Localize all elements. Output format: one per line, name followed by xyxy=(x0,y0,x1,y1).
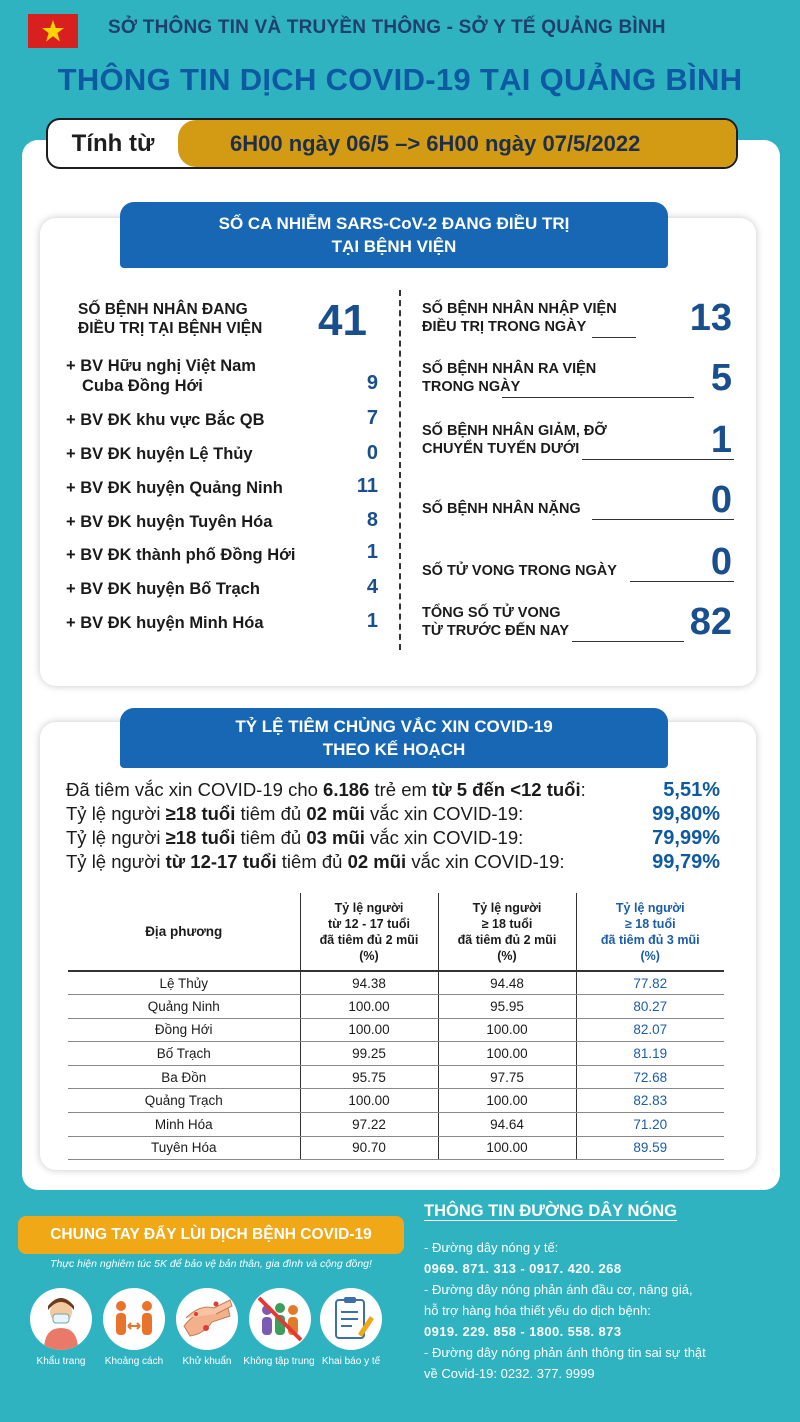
locality-cell: Đồng Hới xyxy=(68,1018,300,1042)
stat-discharged xyxy=(422,358,734,398)
header-line: Tỷ lệ người xyxy=(472,900,542,915)
icon-caption: Khẩu trang xyxy=(36,1356,86,1367)
vaccine-line xyxy=(66,827,726,849)
hospital-name: + BV ĐK thành phố Đồng Hới xyxy=(66,546,296,564)
header-line: đã tiêm đủ 2 mũi xyxy=(319,932,419,947)
locality-cell: Ba Đồn xyxy=(68,1065,300,1089)
locality-cell: Bố Trạch xyxy=(68,1042,300,1066)
stat-label: SỐ TỬ VONG TRONG NGÀY xyxy=(422,563,617,579)
stat-value: 0 xyxy=(710,479,732,521)
heading-line: TẠI BỆNH VIỆN xyxy=(331,237,457,256)
stat-value: 82 xyxy=(689,601,732,643)
percentage-cell: 95.75 xyxy=(300,1065,438,1089)
percentage-cell: 71.20 xyxy=(576,1113,724,1137)
text: Đã tiêm vắc xin COVID-19 cho xyxy=(66,779,324,800)
percentage-cell: 90.70 xyxy=(300,1136,438,1160)
hospital-count: 1 xyxy=(366,541,378,563)
underline xyxy=(592,337,636,338)
percentage-cell: 100.00 xyxy=(438,1136,576,1160)
underline xyxy=(572,641,684,642)
stat-label: SỐ BỆNH NHÂN NHẬP VIỆN xyxy=(422,301,617,317)
hospital-row xyxy=(66,407,386,432)
hospital-row xyxy=(66,356,386,396)
stat-label: SỐ BỆNH NHÂN GIẢM, ĐỠ xyxy=(422,423,607,439)
percentage-cell: 100.00 xyxy=(300,1018,438,1042)
percentage-cell: 100.00 xyxy=(438,1042,576,1066)
emphasis: từ 5 đến <12 tuổi xyxy=(432,779,581,800)
percentage-cell: 94.48 xyxy=(438,971,576,995)
vaccine-line xyxy=(66,851,726,873)
percentage-cell: 94.64 xyxy=(438,1113,576,1137)
text: : xyxy=(580,779,586,800)
hotline-text: về Covid-19: 0232. 377. 9999 xyxy=(424,1366,595,1381)
stat-label: SỐ BỆNH NHÂN RA VIỆN xyxy=(422,361,597,377)
percentage-cell: 100.00 xyxy=(438,1018,576,1042)
header-line: (%) xyxy=(497,948,517,963)
hospital-count: 7 xyxy=(366,407,378,429)
hotline-text: hỗ trợ hàng hóa thiết yếu do dịch bệnh: xyxy=(424,1303,651,1318)
hospital-row xyxy=(66,509,386,534)
column-header xyxy=(438,893,576,971)
hotline-text: - Đường dây nóng phản ánh thông tin sai sự thật xyxy=(424,1345,706,1360)
hotline-text: - Đường dây nóng y tế: xyxy=(424,1240,559,1255)
percentage-cell: 72.68 xyxy=(576,1065,724,1089)
hospital-row xyxy=(66,541,386,567)
header-line: Tỷ lệ người xyxy=(615,900,685,915)
total-patients-label xyxy=(78,300,298,338)
text: tiêm đủ xyxy=(276,851,348,872)
table-row xyxy=(68,1113,724,1137)
hotline-text: - Đường dây nóng phản ánh đầu cơ, nâng giá, xyxy=(424,1282,693,1297)
hospital-row xyxy=(66,475,386,500)
date-label: Tính từ xyxy=(71,129,155,157)
heading-line: THEO KẾ HOẠCH xyxy=(322,740,466,759)
mask-icon xyxy=(30,1288,92,1350)
hospital-row xyxy=(66,576,386,601)
disinfect-icon xyxy=(176,1288,238,1350)
stat-deaths-total xyxy=(422,600,734,642)
text: vắc xin COVID-19: xyxy=(406,851,565,872)
stat-deaths-today xyxy=(422,540,734,582)
header-line: đã tiêm đủ 2 mũi xyxy=(457,932,557,947)
hospital-name: + BV Hữu nghị Việt Nam xyxy=(66,357,256,375)
percentage-cell: 81.19 xyxy=(576,1042,724,1066)
hospital-count: 11 xyxy=(356,475,378,497)
vaccine-line xyxy=(66,803,726,825)
icon-caption: Không tập trung xyxy=(243,1356,315,1367)
header-line: (%) xyxy=(640,948,660,963)
stat-label: TRONG NGÀY xyxy=(422,379,521,395)
stat-value: 0 xyxy=(710,541,732,583)
vaccine-percentage: 5,51% xyxy=(663,779,720,801)
percentage-cell: 77.82 xyxy=(576,971,724,995)
vaccination-table xyxy=(68,893,724,1160)
health-declaration-icon xyxy=(320,1288,382,1350)
vaccine-percentage: 99,80% xyxy=(652,803,720,825)
hotline-number: 0919. 229. 858 - 1800. 558. 873 xyxy=(424,1324,622,1339)
header-line: ≥ 18 tuổi xyxy=(481,916,533,931)
text: vắc xin COVID-19: xyxy=(364,827,524,848)
hospital-section-heading xyxy=(120,202,668,268)
text: Tỷ lệ người xyxy=(66,827,166,848)
hospital-count: 4 xyxy=(366,576,378,598)
percentage-cell: 82.07 xyxy=(576,1018,724,1042)
hospital-row xyxy=(66,610,386,635)
percentage-cell: 94.38 xyxy=(300,971,438,995)
stat-label: ĐIỀU TRỊ TRONG NGÀY xyxy=(422,319,587,335)
stat-label: TỪ TRƯỚC ĐẾN NAY xyxy=(422,623,570,639)
hospital-name: + BV ĐK huyện Quảng Ninh xyxy=(66,479,283,497)
total-patients-value: 41 xyxy=(318,296,367,345)
label-line: ĐIỀU TRỊ TẠI BỆNH VIỆN xyxy=(78,320,263,337)
label-line: SỐ BỆNH NHÂN ĐANG xyxy=(78,301,248,318)
page-title: THÔNG TIN DỊCH COVID-19 TẠI QUẢNG BÌNH xyxy=(57,62,743,97)
hospital-count: 8 xyxy=(366,509,378,531)
percentage-cell: 97.22 xyxy=(300,1113,438,1137)
stat-transferred xyxy=(422,420,734,460)
hospital-count: 0 xyxy=(366,442,378,464)
hospital-name: + BV ĐK huyện Minh Hóa xyxy=(66,614,264,632)
hotline-title: THÔNG TIN ĐƯỜNG DÂY NÓNG xyxy=(424,1202,677,1220)
vaccine-percentage: 79,99% xyxy=(652,827,720,849)
stat-value: 5 xyxy=(710,357,732,399)
stat-value: 1 xyxy=(710,419,732,461)
column-header xyxy=(300,893,438,971)
locality-cell: Minh Hóa xyxy=(68,1113,300,1137)
table-header-row xyxy=(68,893,724,971)
header-line: ≥ 18 tuổi xyxy=(624,916,676,931)
percentage-cell: 99.25 xyxy=(300,1042,438,1066)
locality-cell: Quảng Trạch xyxy=(68,1089,300,1113)
distance-icon xyxy=(103,1288,165,1350)
emphasis: 02 mũi xyxy=(347,851,407,872)
heading-line: TỶ LỆ TIÊM CHỦNG VẮC XIN COVID-19 xyxy=(235,717,553,736)
table-row xyxy=(68,1136,724,1160)
locality-cell: Tuyên Hóa xyxy=(68,1136,300,1160)
percentage-cell: 100.00 xyxy=(300,995,438,1019)
text: tiêm đủ xyxy=(235,803,307,824)
vaccine-line xyxy=(66,779,726,801)
table-row xyxy=(68,995,724,1019)
date-range: 6H00 ngày 06/5 –> 6H00 ngày 07/5/2022 xyxy=(178,120,736,167)
emphasis: 6.186 xyxy=(323,779,370,800)
stat-severe xyxy=(422,478,734,520)
hospital-row xyxy=(66,444,386,466)
hospital-name: + BV ĐK huyện Bố Trạch xyxy=(66,580,260,598)
slogan-subtitle: Thực hiện nghiêm túc 5K để bảo vệ bản thân, gia đình và cộng đồng! xyxy=(50,1258,372,1270)
emphasis: từ 12-17 tuổi xyxy=(165,851,277,872)
percentage-cell: 95.95 xyxy=(438,995,576,1019)
header-line: (%) xyxy=(359,948,379,963)
hospital-name: + BV ĐK huyện Tuyên Hóa xyxy=(66,513,273,531)
no-gathering-icon xyxy=(249,1288,311,1350)
table-row xyxy=(68,1089,724,1113)
emphasis: 02 mũi xyxy=(306,803,365,824)
underline xyxy=(502,397,694,398)
agency-name: SỞ THÔNG TIN VÀ TRUYỀN THÔNG - SỞ Y TẾ QUẢNG BÌNH xyxy=(108,17,666,38)
text: Tỷ lệ người xyxy=(66,851,166,872)
date-range-bar xyxy=(46,118,738,169)
vietnam-flag-icon xyxy=(28,14,78,48)
hospital-count: 1 xyxy=(366,610,378,632)
percentage-cell: 97.75 xyxy=(438,1065,576,1089)
percentage-cell: 100.00 xyxy=(300,1089,438,1113)
slogan-banner: CHUNG TAY ĐẨY LÙI DỊCH BỆNH COVID-19 xyxy=(18,1216,404,1254)
stat-label: SỐ BỆNH NHÂN NẶNG xyxy=(422,501,581,517)
hospital-name: Cuba Đồng Hới xyxy=(82,377,203,395)
icon-caption: Khai báo y tế xyxy=(321,1356,381,1367)
hospital-count: 9 xyxy=(366,372,378,394)
table-row xyxy=(68,1065,724,1089)
column-header xyxy=(576,893,724,971)
locality-cell: Quảng Ninh xyxy=(68,995,300,1019)
header-line: từ 12 - 17 tuổi xyxy=(328,916,410,931)
hospital-name: + BV ĐK huyện Lệ Thủy xyxy=(66,445,253,463)
emphasis: ≥18 tuổi xyxy=(165,827,236,848)
stat-value: 13 xyxy=(689,297,732,339)
percentage-cell: 82.83 xyxy=(576,1089,724,1113)
column-divider xyxy=(399,290,401,650)
header-line: Tỷ lệ người xyxy=(334,900,404,915)
text: tiêm đủ xyxy=(235,827,307,848)
icon-caption: Khoảng cách xyxy=(104,1356,164,1367)
stat-label: TỔNG SỐ TỬ VONG xyxy=(422,605,561,621)
hotline-number: 0969. 871. 313 - 0917. 420. 268 xyxy=(424,1261,622,1276)
locality-cell: Lệ Thủy xyxy=(68,971,300,995)
vaccine-section-heading xyxy=(120,708,668,768)
text: trẻ em xyxy=(369,779,433,800)
percentage-cell: 80.27 xyxy=(576,995,724,1019)
percentage-cell: 89.59 xyxy=(576,1136,724,1160)
icon-caption: Khử khuẩn xyxy=(182,1356,232,1367)
emphasis: 03 mũi xyxy=(306,827,365,848)
header-line: đã tiêm đủ 3 mũi xyxy=(600,932,700,947)
stat-admitted xyxy=(422,298,734,338)
hospital-name: + BV ĐK khu vực Bắc QB xyxy=(66,411,265,429)
emphasis: ≥18 tuổi xyxy=(165,803,236,824)
table-row xyxy=(68,1042,724,1066)
table-row xyxy=(68,1018,724,1042)
percentage-cell: 100.00 xyxy=(438,1089,576,1113)
column-header: Địa phương xyxy=(68,893,300,971)
table-row xyxy=(68,971,724,995)
stat-label: CHUYỂN TUYẾN DƯỚI xyxy=(422,441,580,457)
text: Tỷ lệ người xyxy=(66,803,166,824)
heading-line: SỐ CA NHIỄM SARS-CoV-2 ĐANG ĐIỀU TRỊ xyxy=(218,214,570,233)
text: vắc xin COVID-19: xyxy=(364,803,524,824)
vaccine-percentage: 99,79% xyxy=(652,851,720,873)
